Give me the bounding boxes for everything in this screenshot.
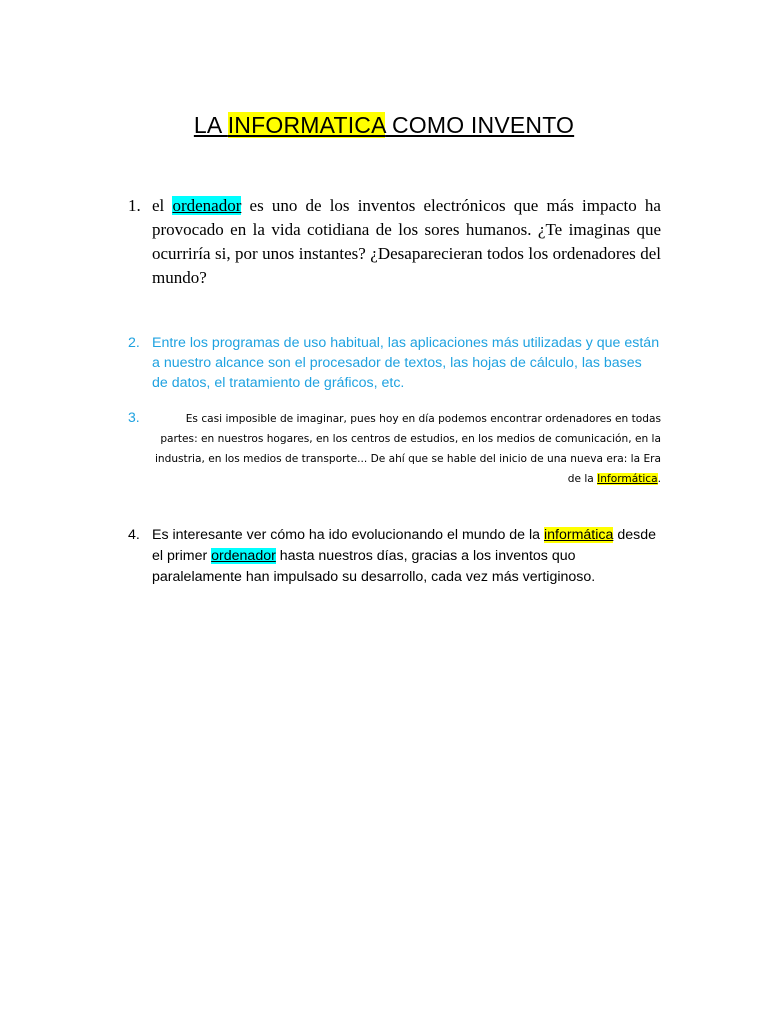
title-pre: LA	[193, 112, 228, 138]
item1-post: es uno de los inventos electrónicos que más impacto ha provocado en la vida cotidiana de los sores humanos. ¿Te imaginas que ocurriría si, por unos instantes? ¿Desaparecieran todos los ordenadores del mundo?	[152, 196, 661, 287]
item3-pre: Es casi imposible de imaginar, pues hoy en día podemos encontrar ordenadores en todas partes: en nuestros hogares, en los centros de estudios, en los medios de comunicación, en la industria, en los medios de transporte... De ahí que se hable del inicio de una nueva era: la Era de la	[154, 413, 661, 485]
list-text-3	[152, 409, 661, 489]
item4-mid: desde el primer	[152, 527, 656, 564]
list-text-1	[152, 194, 661, 290]
highlight-ordenador-4: ordenador	[211, 548, 276, 564]
highlight-informatica: Informática	[597, 473, 658, 485]
list-text-2: Entre los programas de uso habitual, las aplicaciones más utilizadas y que están a nuestro alcance son el procesador de textos, las hojas de cálculo, las bases de datos, el tratamiento de gráficos, etc.	[152, 335, 660, 391]
item1-pre: el	[152, 196, 173, 215]
title-highlight: INFORMATICA	[227, 112, 386, 138]
list-number-4: 4.	[128, 527, 140, 543]
highlight-ordenador: ordenador	[172, 196, 242, 215]
list-item-3	[128, 409, 661, 489]
highlight-informatica-4: informática	[543, 527, 614, 543]
list-number-1: 1.	[128, 196, 141, 215]
item4-pre: Es interesante ver cómo ha ido evolucionando el mundo de la	[152, 527, 544, 543]
item3-post: .	[657, 473, 661, 485]
list-number-3: 3.	[128, 409, 140, 425]
list-item-1	[128, 194, 661, 290]
page-title	[0, 112, 768, 139]
list-item-2	[128, 333, 661, 393]
title-post: COMO INVENTO	[385, 112, 575, 138]
list-number-2: 2.	[128, 335, 140, 351]
list-item-4	[128, 525, 661, 588]
list-text-4	[152, 525, 661, 588]
item4-post: hasta nuestros días, gracias a los inventos quo paralelamente han impulsado su desarrollo, cada vez más vertiginoso.	[152, 548, 596, 585]
